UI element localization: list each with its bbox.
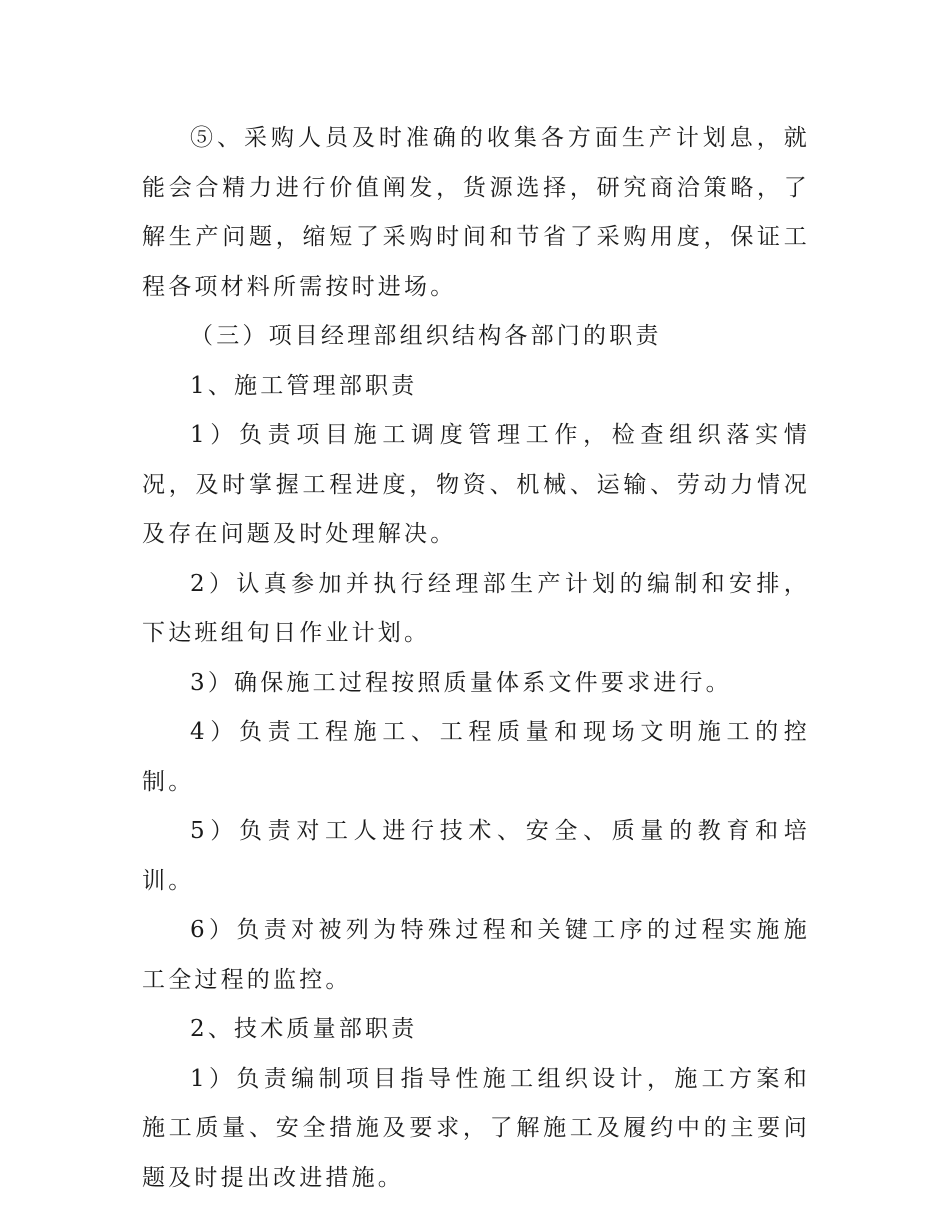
paragraph-construction-2: 2）认真参加并执行经理部生产计划的编制和安排，下达班组旬日作业计划。: [142, 570, 810, 646]
paragraph-construction-3: 3）确保施工过程按照质量体系文件要求进行。: [190, 669, 732, 696]
paragraph-construction-4: 4）负责工程施工、工程质量和现场文明施工的控制。: [142, 719, 810, 795]
paragraph-construction-1: 1）负责项目施工调度管理工作，检查组织落实情况，及时掌握工程进度，物资、机械、运输、劳动力情况及存在问题及时处理解决。: [142, 422, 810, 547]
paragraph-construction-5: 5）负责对工人进行技术、安全、质量的教育和培训。: [142, 818, 810, 894]
paragraph-tech-quality-1: 1）负责编制项目指导性施工组织设计，施工方案和施工质量、安全措施及要求，了解施工及履约中的主要问题及时提出改进措施。: [142, 1065, 810, 1191]
document-body: [142, 114, 810, 1203]
section-heading-dept-duties: （三）项目经理部组织结构各部门的职责: [190, 323, 662, 349]
subheading-tech-quality-dept: 2、技术质量部职责: [190, 1016, 418, 1042]
paragraph-construction-6: 6）负责对被列为特殊过程和关键工序的过程实施施工全过程的监控。: [142, 917, 810, 993]
paragraph-procurement: ⑤、采购人员及时准确的收集各方面生产计划息，就能会合精力进行价值阐发，货源选择，研究商洽策略，了解生产问题，缩短了采购时间和节省了采购用度，保证工程各项材料所需按时进场。: [142, 125, 810, 300]
subheading-construction-dept: 1、施工管理部职责: [190, 372, 418, 399]
